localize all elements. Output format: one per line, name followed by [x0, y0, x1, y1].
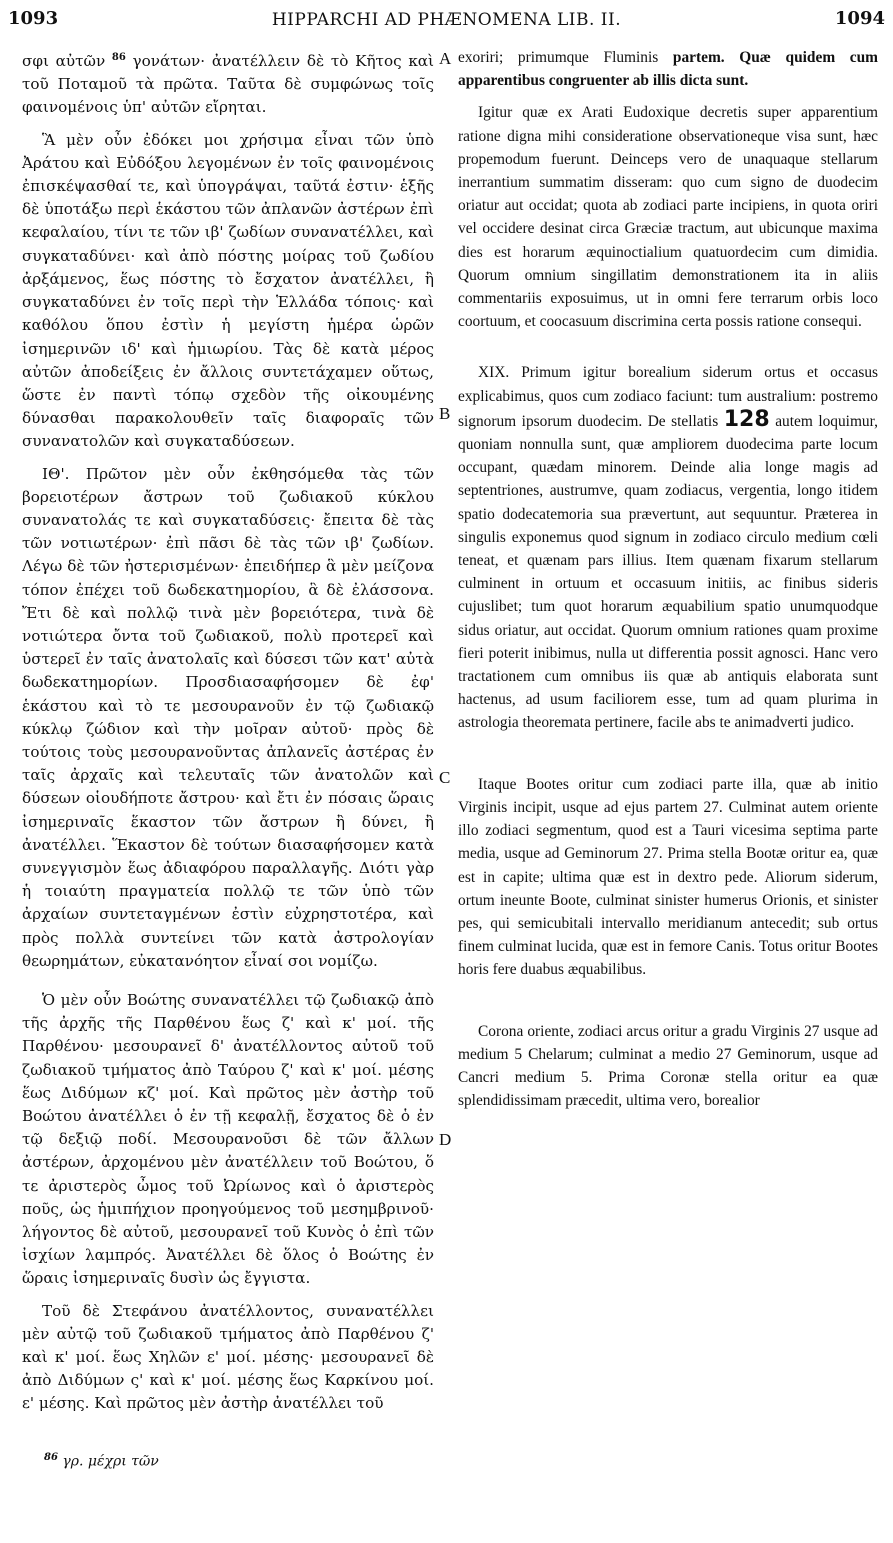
- latin-paragraph-5: Corona oriente, zodiaci arcus oritur a gradu Virginis 27 usque ad medium 5 Chelarum; culminat a medio 27 Geminorum, usque ad Cancri medium 5. Prima Coronæ stella oritur ea quæ splendidissimam præcedit, ultima vero, borealior: [458, 1022, 878, 1110]
- latin-p3-a: XIX. Primum igitur borealium siderum ortus et occasus explicabimus, quos cum zodiaco faciunt: tum australium: postremo signorum ipsorum duodecim. De stellatis: [458, 364, 878, 430]
- greek-p1-post: γονάτων· ἀνατέλλειν δὲ τὸ Κῆτος καὶ τοῦ Ποταμοῦ τὰ πρῶτα. Ταῦτα δὲ συμφώνως τοῖς φαινομένοις ὑπ' αὐτῶν εἴρηται.: [22, 52, 435, 117]
- footnote-ref: 86: [111, 52, 126, 63]
- page-number-left: 1093: [8, 8, 59, 29]
- greek-column: [22, 46, 434, 1416]
- footnote-number: 86: [44, 1452, 58, 1463]
- greek-paragraph-4: Ὁ μὲν οὖν Βοώτης συνανατέλλει τῷ ζωδιακῷ ἀπὸ τῆς ἀρχῆς τῆς Παρθένου ἕως ζ' καὶ κ' μοί. τῆς Παρθένου· μεσουρανεῖ δ' ἀνατέλλοντος αὐτοῦ τοῦ ζωδιακοῦ τμήματος ἀπὸ Ταύρου ζ' καὶ κ' μοί. μέσης ἕως Διδύμων κζ' μοί. Καὶ πρῶτος μὲν ἀστὴρ τοῦ Βοώτου ἀνατέλλει ὁ ἐν τῇ κεφαλῇ, ἔσχατος δὲ ὁ ἐν τῷ δεξιῷ ποδί. Μεσουρανοῦσι δὲ τῶν ἄλλων ἀστέρων, ἀρχομένου μὲν ἀνατέλλειν τοῦ Βοώτου, ὅ τε ἀριστερὸς ὦμος τοῦ Ὠρίωνος καὶ ὁ ἀριστερὸς ποῦς, ὡς ἡμιπήχιον προηγούμενος τοῦ μεσημβρινοῦ· λήγοντος δὲ αὐτοῦ, μεσουρανεῖ τοῦ Κυνὸς ὁ ἐπὶ τῶν ἰσχίων λαμπρός. Ἀνατέλλει δὲ ὅλος ὁ Βοώτης ἐν ὥραις ἰσημεριναῖς δυσὶν ὡς ἔγγιστα.: [22, 990, 434, 1288]
- latin-p1-b: partem. Quæ quidem cum apparentibus congruenter ab illis dicta sunt.: [458, 49, 878, 90]
- latin-paragraph-3: [458, 361, 878, 734]
- footnote: [44, 1452, 159, 1470]
- latin-paragraph-4: Itaque Bootes oritur cum zodiaci parte illa, quæ ab initio Virginis incipit, usque ad ejus partem 27. Culminat autem oriente illo zodiaci segmentum, quod est a Tauri vicesima septima parte media, usque ad Geminorum 27. Prima stella Bootæ oritur ea, quæ est in capite; ultima quæ est in dextro pede. Aliorum siderum, ortum ineunte Boote, culminat sinister humerus Orionis, et sinister pes, qui semicubitali intervallo meridianum antecedit; sub ortus finem culminat lucida, quæ est in femore Canis. Totus oritur Bootes horis fere duabus æquabilibus.: [458, 775, 878, 979]
- greek-paragraph-3: ΙΘ'. Πρῶτον μὲν οὖν ἐκθησόμεθα τὰς τῶν βορειοτέρων ἄστρων τοῦ ζωδιακοῦ κύκλου συνανατολάς τε καὶ συγκαταδύσεις· ἔπειτα δὲ τὰς τῶν νοτιωτέρων· ἐπὶ πᾶσι δὲ τὰς τῶν ιβ' ζωδίων. Λέγω δὲ τῶν ἠστερισμένων· ἐπειδήπερ ἃ μὲν μείζονα τόπον ἐπέχει τοῦ δωδεκατημορίου, ἃ δὲ ἐλάσσονα. Ἔτι δὲ καὶ πολλῷ τινὰ μὲν βορειότερα, τινὰ δὲ νοτιώτερα ὄντα τοῦ ζωδιακοῦ, πολὺ προτερεῖ καὶ ὑστερεῖ ἐν ταῖς ἀνατολαῖς καὶ δύσεσι τῶν κατ' αὐτὰ δωδεκατημορίων. Προσδιασαφήσομεν δὲ ἐφ' ἑκάστου καὶ τὸ τε μεσουρανοῦν ἐν τῷ ζωδιακῷ κύκλῳ ζώδιον καὶ τὴν μοῖραν αὐτοῦ· πρὸς δὲ τούτοις τοὺς μεσουρανοῦντας ἀπλανεῖς ἀστέρας ἐν ταῖς ἀρχαῖς καὶ τελευταῖς τῶν ἀνατολῶν καὶ δύσεων οἱουδήποτε ἄστρου· καὶ ἔτι ἐν πόσαις ὥραις ἰσημεριναῖς ἕκαστον τῶν ἄστρων ἢ δύνει, ἢ ἀνατέλλει. Ἕκαστον δὲ τούτων διασαφήσομεν κατὰ συνεγγισμὸν ἕως ἀδιαφόρου παραλλαγῆς. Διότι γὰρ ἡ τοιαύτη πραγματεία πολλῷ τε τῶν ὑπὸ τῶν ἀρχαίων συντεταγμένων ἐστὶν εὐχρηστοτέρα, καὶ πρὸς πολλὰ συντείνει τῶν κατὰ ἀστρολογίαν θεωρημάτων, εὐκατανόητον εἶναί σοι νομίζω.: [22, 464, 434, 970]
- margin-letter-d: D: [439, 1130, 452, 1149]
- margin-letter-c: C: [439, 768, 451, 787]
- page-number-right: 1094: [834, 8, 885, 29]
- margin-letter-a: A: [439, 49, 452, 68]
- greek-paragraph-2: Ἃ μὲν οὖν ἐδόκει μοι χρήσιμα εἶναι τῶν ὑπὸ Ἀράτου καὶ Εὐδόξου λεγομένων ἐν τοῖς φαινομένοις ἐπισκέψασθαί τε, καὶ ὑπογράψαι, ταῦτά ἐστιν· ἑξῆς δὲ ὑποτάξω περὶ ἑκάστου τῶν ἀπλανῶν ἀστέρων ἐπὶ κεφαλαίου, τίνι τε τῶν ιβ' ζωδίων συνανατέλλει, καὶ συγκαταδύνει· καὶ ἀπὸ πόστης μοίρας τοῦ ζωδίου ἀρξάμενος, ἕως πόστης τὸ ἔσχατον ἀνατέλλει, ἢ συγκαταδύνει ἐν τοῖς περὶ τὴν Ἑλλάδα τόποις· καὶ καθόλου ὅπου ἐστὶν ἡ μεγίστη ἡμέρα ὡρῶν ἰσημερινῶν ιδ' καὶ ἡμιωρίου. Τὰς δὲ κατὰ μέρος αὐτῶν ἀποδείξεις ἐν ἄλλοις συντετάχαμεν οὕτως, ὥστε ἐν παντὶ τόπῳ σχεδὸν τῆς οἰκουμένης δύνασθαι παρακολουθεῖν ταῖς διαφοραῖς τῶν συνανατολῶν καὶ συγκαταδύσεων.: [22, 130, 434, 451]
- latin-p3-b: autem loquimur, quoniam nonnulla sunt, quæ ampliorem duodecima parte locum occupant, quædam minorem. Deinde alia longe magis ad septentriones, austrumve, quam zodiacus, vergentia, longo itidem spatio dodecatemoria sua prævertunt, aut sequuntur. Præterea in singulis exponemus quod signum in zodiaco circulo medium cœli teneat, et quænam pars illius. Item quænam fixarum stellarum culminent in ortuum et occasuum initiis, ac finibus sideris cujuslibet; tum quot horarum æquabilium spatio unumquodque sidus oriatur, aut occidat. Quorum omnium rationes quam proxime fieri poterit inibimus, nulla ut differentia possit agnosci. Hanc vero tractationem cum omnibus iis quæ ab antiquis elaborata sunt hactenus, ad usum faciliorem esse, tum ad quam plurima in astrologia theoremata pertinere, facile abs te animadverti judico.: [458, 412, 878, 732]
- running-title: HIPPARCHI AD PHÆNOMENA LIB. II.: [271, 10, 622, 30]
- latin-paragraph-1: [458, 46, 878, 92]
- greek-p1-pre: σφι αὐτῶν: [22, 52, 106, 71]
- printed-number-128: 128: [723, 406, 770, 432]
- greek-paragraph-1: [22, 46, 434, 120]
- margin-letter-b: B: [439, 404, 451, 423]
- latin-paragraph-2: Igitur quæ ex Arati Eudoxique decretis super apparentium ratione digna mihi consideratione observationeque visa sunt, hæc propemodum fuerunt. Deinceps vero de unaquaque stellarum inerrantium summatim disseram: quo cum signo de duodecim oriatur aut occidat; quota ab zodiaci parte incipiens, in quota oriri vel occidere desinat circa Græciæ tractum, aut ubicunque maxima dies est horarum æquinoctialium quatuordecim cum dimidia. Quorum omnium singillatim demonstrationem ita in aliis commentariis exposuimus, ut in omni fere terrarum orbis loco coortuum, et coocasuum discrimina certa possis ratione consequi.: [458, 104, 878, 331]
- greek-paragraph-5: Τοῦ δὲ Στεφάνου ἀνατέλλοντος, συνανατέλλει μὲν αὐτῷ τοῦ ζωδιακοῦ τμήματος ἀπὸ Παρθένου ζ' καὶ κ' μοί. ἕως Χηλῶν ε' μοί. μέσης· μεσουρανεῖ δὲ ἀπὸ Διδύμων ς' καὶ κ' μοί. μέσης ἕως Καρκίνου μοί. ε' μέσης. Καὶ πρῶτος μὲν ἀστὴρ ἀνατέλλει τοῦ: [22, 1301, 434, 1413]
- page-header: [0, 0, 893, 40]
- latin-p1-a: exoriri; primumque Fluminis: [458, 49, 673, 66]
- footnote-text: γρ. μέχρι τῶν: [62, 1453, 159, 1470]
- latin-column: [458, 46, 878, 1112]
